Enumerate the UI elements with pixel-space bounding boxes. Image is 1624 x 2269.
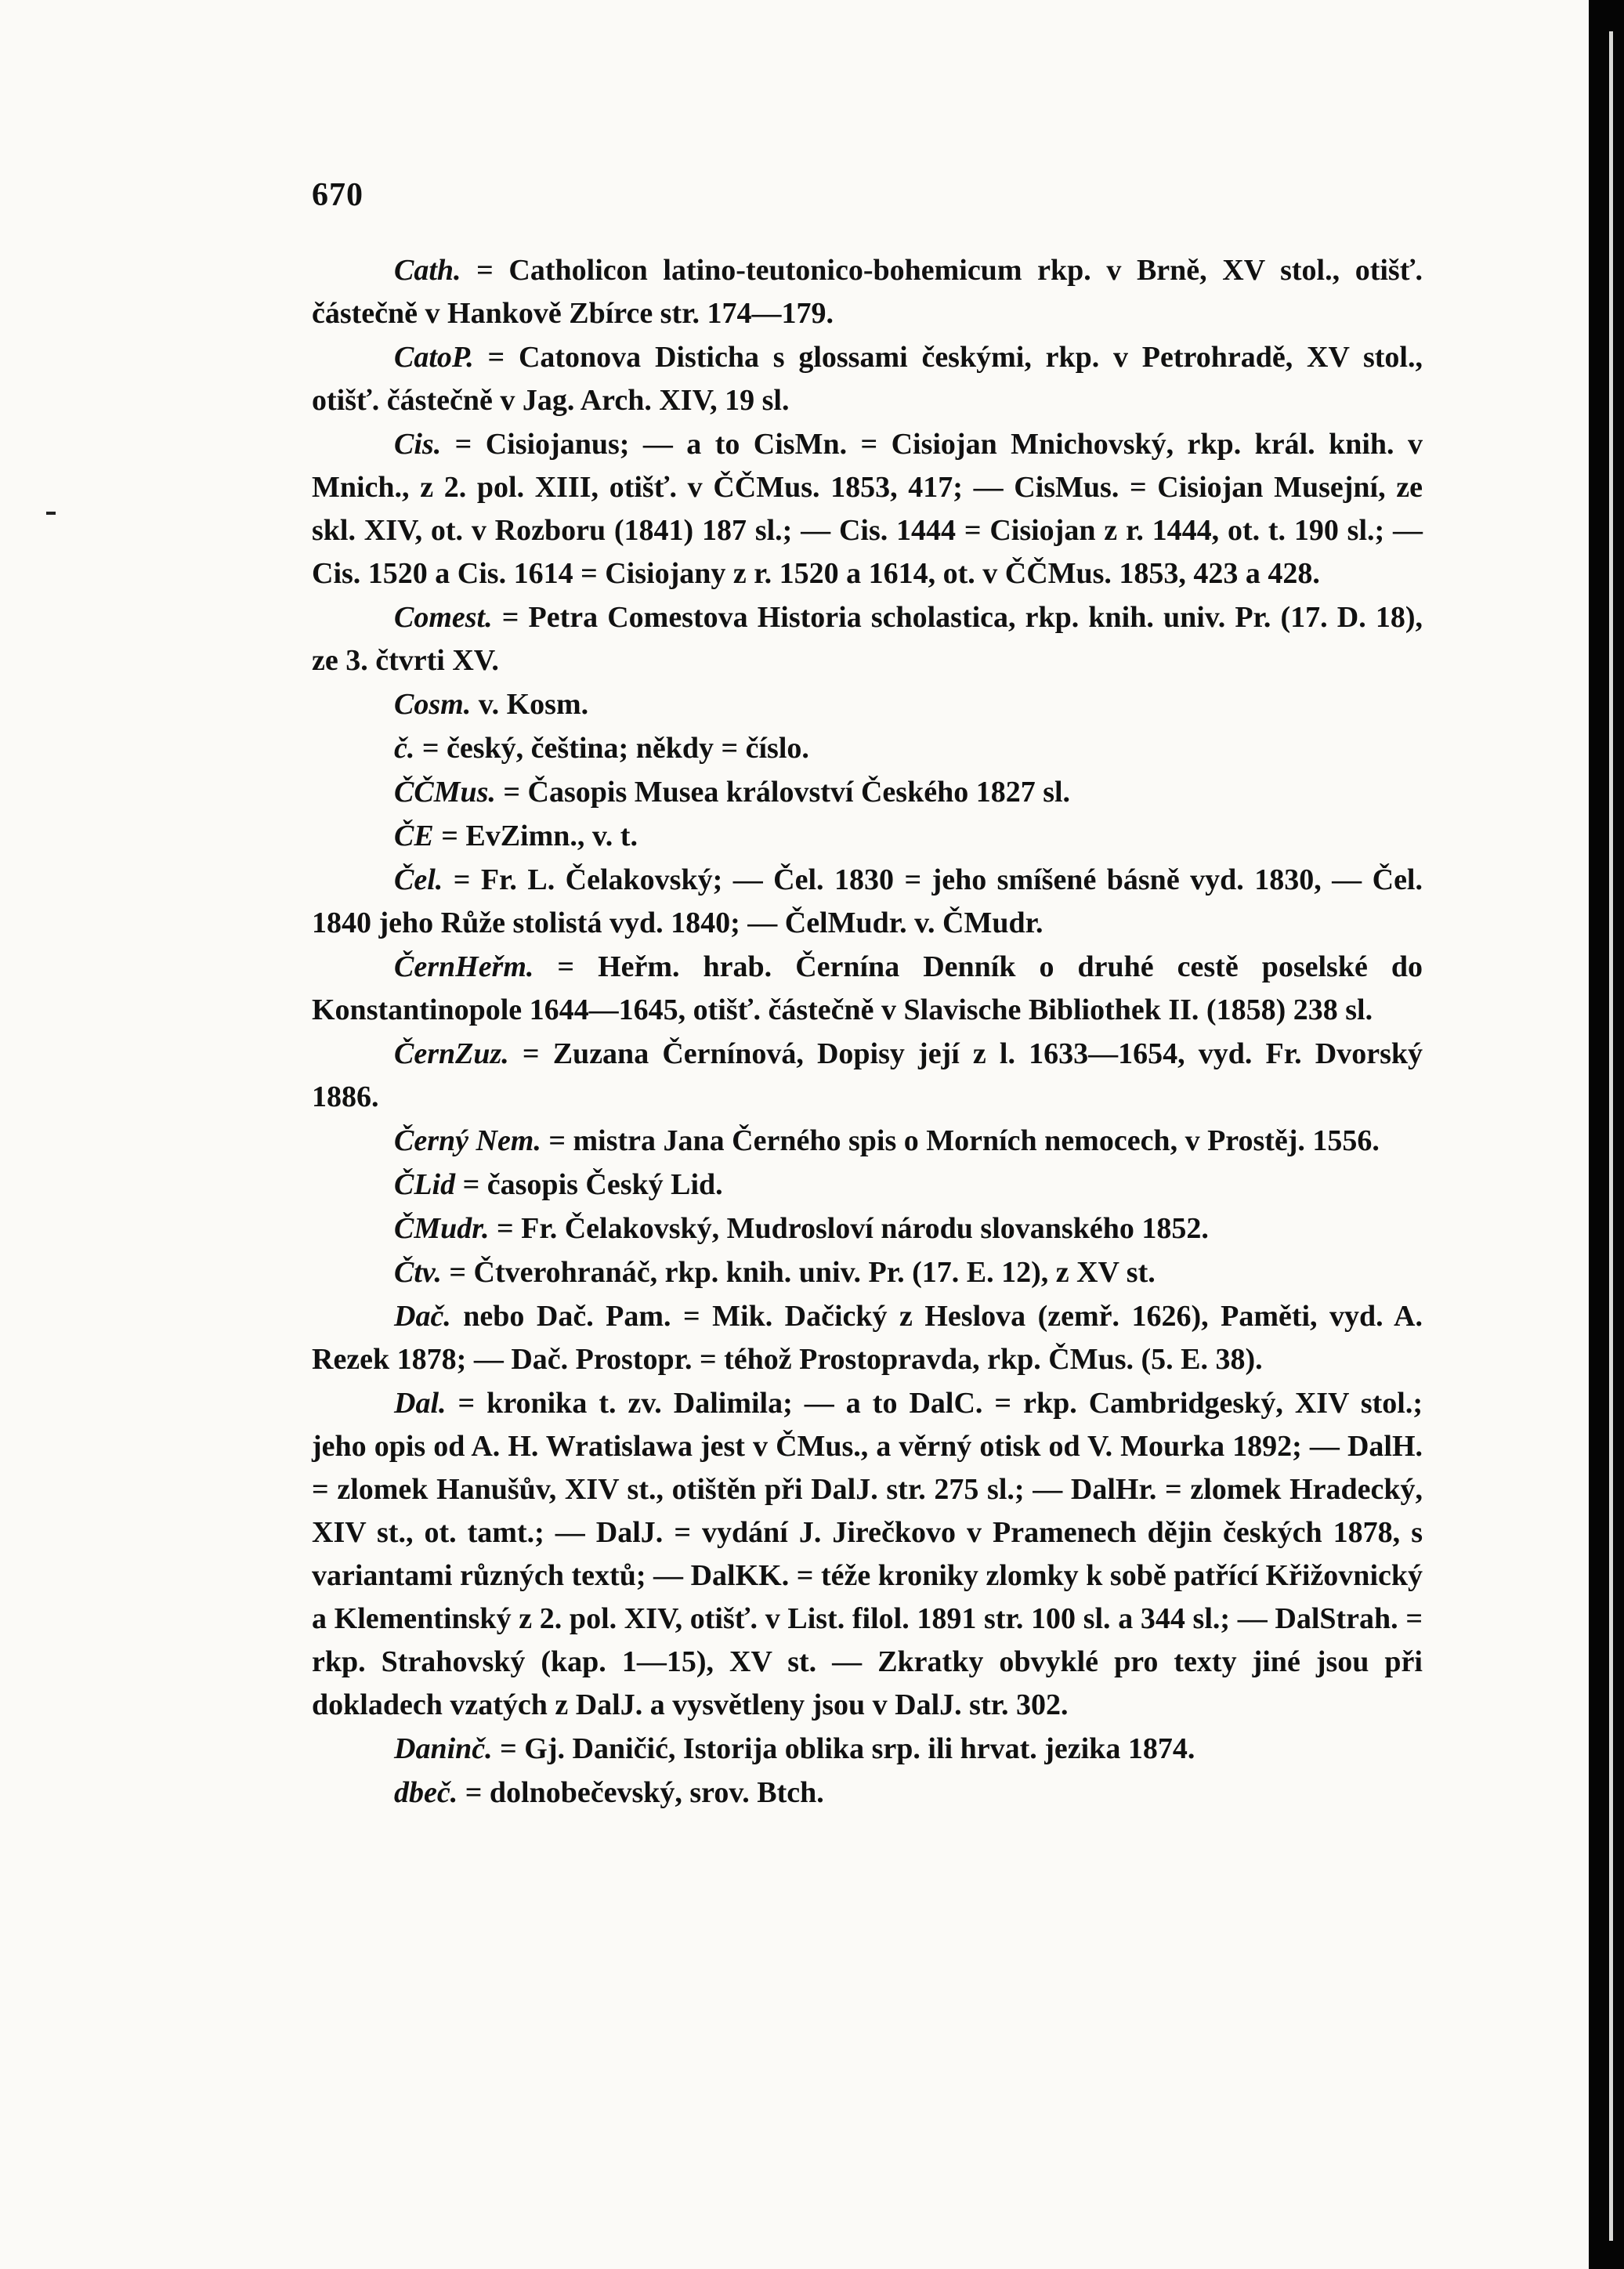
entry-term: č. xyxy=(394,732,415,765)
entry-text: = Cisiojanus; — a to CisMn. = Cisiojan Mnichovský, rkp. král. knih. v Mnich., z 2. pol. XIII, otišť. v ČČMus. 1853, 417; — CisMus. = Cisiojan Musejní, ze skl. XIV, ot. v Rozboru (1841) 187 sl.; — Cis. 1444 = Cisiojan z r. 1444, ot. t. 190 sl.; — Cis. 1520 a Cis. 1614 = Cisiojany z r. 1520 a 1614, ot. v ČČMus. 1853, 423 a 428. xyxy=(312,428,1423,590)
entry-text: = dolnobečevský, srov. Btch. xyxy=(458,1776,824,1809)
entry-cosm xyxy=(312,683,1423,726)
entry-text: = Heřm. hrab. Černína Denník o druhé cestě poselské do Konstantinopole 1644—1645, otišť. částečně v Slavische Bibliothek II. (1858) 238 sl. xyxy=(312,950,1423,1026)
entry-text: = český, čeština; někdy = číslo. xyxy=(414,732,809,765)
entry-term: ČMudr. xyxy=(394,1212,490,1245)
entry-cis xyxy=(312,423,1423,595)
entry-term: Čel. xyxy=(394,863,443,896)
entry-text: = Zuzana Černínová, Dopisy její z l. 1633—1654, vyd. Fr. Dvorský 1886. xyxy=(312,1037,1423,1113)
entry-term: ČČMus. xyxy=(394,776,496,809)
entry-text: = Fr. L. Čelakovský; — Čel. 1830 = jeho smíšené básně vyd. 1830, — Čel. 1840 jeho Růže stolistá vyd. 1840; — ČelMudr. v. ČMudr. xyxy=(312,863,1423,939)
entry-text: = mistra Jana Černého spis o Morních nemocech, v Prostěj. 1556. xyxy=(541,1124,1380,1157)
entry-catop xyxy=(312,336,1423,422)
entry-text: = EvZimn., v. t. xyxy=(433,820,638,852)
entry-text: = Gj. Daničić, Istorija oblika srp. ili hrvat. jezika 1874. xyxy=(492,1732,1195,1765)
entry-cel xyxy=(312,859,1423,945)
entry-cernzuz xyxy=(312,1033,1423,1119)
entry-cernynem xyxy=(312,1120,1423,1163)
gutter-edge-line xyxy=(1609,31,1613,2241)
entry-danic xyxy=(312,1728,1423,1771)
margin-mark xyxy=(46,512,56,515)
entry-term: Čtv. xyxy=(394,1256,442,1289)
entry-text: = kronika t. zv. Dalimila; — a to DalC. = rkp. Cambridgeský, XIV stol.; jeho opis od A. H. Wratislawa jest v ČMus., a věrný otisk od V. Mourka 1892; — DalH. = zlomek Hanušův, XIV st., otištěn při DalJ. str. 275 sl.; — DalHr. = zlomek Hradecký, XIV st., ot. tamt.; — DalJ. = vydání J. Jirečkovo v Pramenech dějin českých 1878, s variantami různých textů; — DalKK. = téže kroniky zlomky k sobě patřící Křižovnický a Klementinský z 2. pol. XIV, otišť. v List. filol. 1891 str. 100 sl. a 344 sl.; — DalStrah. = rkp. Strahovský (kap. 1—15), XV st. — Zkratky obvyklé pro texty jiné jsou při dokladech vzatých z DalJ. a vysvětleny jsou v DalJ. str. 302. xyxy=(312,1387,1423,1721)
entry-term: Cath. xyxy=(394,254,461,287)
entry-text: = Časopis Musea království Českého 1827 sl. xyxy=(495,776,1071,809)
entry-term: ČernHeřm. xyxy=(394,950,534,983)
entry-text: nebo Dač. Pam. = Mik. Dačický z Heslova (zemř. 1626), Paměti, vyd. A. Rezek 1878; — Dač. Prostopr. = téhož Prostopravda, rkp. ČMus. (5. E. 38). xyxy=(312,1300,1423,1376)
entry-term: Cosm. xyxy=(394,688,472,721)
entry-ctv xyxy=(312,1251,1423,1294)
entry-comest xyxy=(312,596,1423,682)
entry-term: CatoP. xyxy=(394,341,474,374)
entry-dac xyxy=(312,1295,1423,1381)
entry-text: = Petra Comestova Historia scholastica, rkp. knih. univ. Pr. (17. D. 18), ze 3. čtvrti XV. xyxy=(312,601,1423,677)
entry-term: dbeč. xyxy=(394,1776,458,1809)
entry-dal xyxy=(312,1382,1423,1727)
entry-term: ČE xyxy=(394,820,434,852)
entry-term: Comest. xyxy=(394,601,493,634)
entry-ce xyxy=(312,815,1423,858)
entry-text: = Fr. Čelakovský, Mudrosloví národu slovanského 1852. xyxy=(489,1212,1209,1245)
entry-c xyxy=(312,727,1423,770)
entry-term: Černý Nem. xyxy=(394,1124,541,1157)
entry-term: Daninč. xyxy=(394,1732,493,1765)
entry-term: Cis. xyxy=(394,428,442,461)
entry-cmudr xyxy=(312,1207,1423,1250)
entry-text: = Čtverohranáč, rkp. knih. univ. Pr. (17. E. 12), z XV st. xyxy=(441,1256,1156,1289)
entry-term: Dač. xyxy=(394,1300,451,1333)
entry-term: ČernZuz. xyxy=(394,1037,509,1070)
entry-term: Dal. xyxy=(394,1387,447,1420)
entry-text: = Catholicon latino-teutonico-bohemicum rkp. v Brně, XV stol., otišť. částečně v Hankově Zbírce str. 174—179. xyxy=(312,254,1423,330)
entry-cath xyxy=(312,249,1423,335)
page-number: 670 xyxy=(312,177,364,213)
scan-gutter xyxy=(1589,0,1624,2269)
entry-term: ČLid xyxy=(394,1168,456,1201)
entry-text: v. Kosm. xyxy=(471,688,589,721)
entry-cernherm xyxy=(312,946,1423,1032)
entry-text: = Catonova Disticha s glossami českými, rkp. v Petrohradě, XV stol., otišť. částečně v Jag. Arch. XIV, 19 sl. xyxy=(312,341,1423,417)
entry-clid xyxy=(312,1163,1423,1207)
entry-ccmus xyxy=(312,771,1423,814)
dictionary-entries xyxy=(312,249,1423,1815)
entry-text: = časopis Český Lid. xyxy=(455,1168,723,1201)
entry-dbec xyxy=(312,1771,1423,1815)
